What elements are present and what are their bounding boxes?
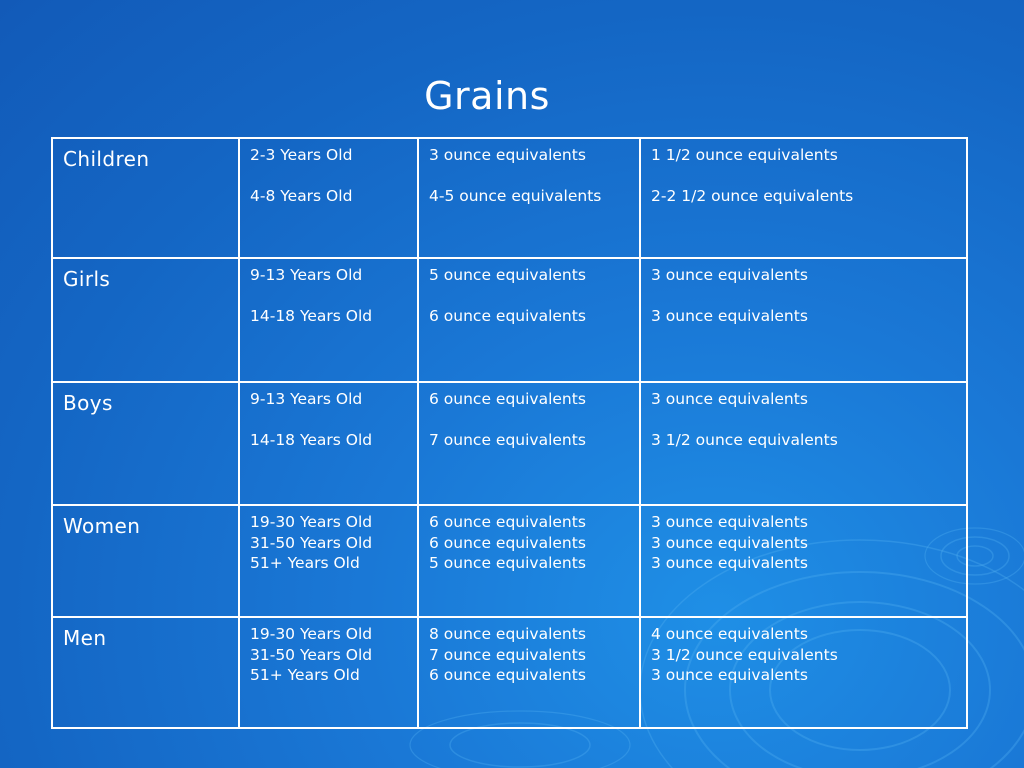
amount-value: 3 ounce equivalents (429, 146, 586, 164)
amount-value: 3 1/2 ounce equivalents (651, 645, 838, 664)
age-label: 31-50 Years Old (250, 645, 373, 664)
amount-cell (640, 617, 967, 728)
age-label: 14-18 Years Old (250, 307, 373, 325)
age-label: 31-50 Years Old (250, 533, 373, 552)
age-label: 9-13 Years Old (250, 390, 363, 408)
amount-value: 6 ounce equivalents (429, 666, 586, 684)
table-row-boys (52, 382, 967, 505)
table-row-children (52, 138, 967, 258)
amount-value: 3 ounce equivalents (651, 266, 808, 284)
table-row-girls (52, 258, 967, 382)
age-label: 51+ Years Old (250, 666, 360, 684)
amount-value: 6 ounce equivalents (429, 533, 586, 552)
amount-value: 5 ounce equivalents (429, 554, 586, 572)
amount-cell (640, 505, 967, 617)
age-label: 19-30 Years Old (250, 625, 373, 643)
group-cell (52, 382, 239, 505)
amount-cell (418, 617, 640, 728)
amount-value: 6 ounce equivalents (429, 307, 586, 325)
age-cell (239, 258, 418, 382)
age-label: 4-8 Years Old (250, 187, 353, 205)
amount-cell (418, 382, 640, 505)
amount-value: 7 ounce equivalents (429, 645, 586, 664)
amount-value: 7 ounce equivalents (429, 431, 586, 449)
amount-value: 4 ounce equivalents (651, 625, 808, 643)
amount-value: 3 ounce equivalents (651, 554, 808, 572)
age-label: 14-18 Years Old (250, 431, 373, 449)
age-label: 51+ Years Old (250, 554, 360, 572)
amount-cell (640, 138, 967, 258)
table-row-women (52, 505, 967, 617)
age-cell (239, 505, 418, 617)
table-row-men (52, 617, 967, 728)
slide-title: Grains (424, 74, 550, 118)
amount-cell (418, 138, 640, 258)
amount-cell (418, 505, 640, 617)
amount-value: 6 ounce equivalents (429, 513, 586, 531)
grains-table (51, 137, 968, 729)
age-label: 2-3 Years Old (250, 146, 353, 164)
age-label: 19-30 Years Old (250, 513, 373, 531)
group-label: Girls (63, 267, 111, 291)
amount-value: 8 ounce equivalents (429, 625, 586, 643)
amount-value: 3 ounce equivalents (651, 513, 808, 531)
amount-value: 2-2 1/2 ounce equivalents (651, 187, 854, 205)
age-cell (239, 138, 418, 258)
amount-value: 5 ounce equivalents (429, 266, 586, 284)
group-label: Men (63, 626, 107, 650)
group-cell (52, 138, 239, 258)
amount-value: 3 ounce equivalents (651, 533, 808, 552)
age-cell (239, 382, 418, 505)
amount-value: 3 1/2 ounce equivalents (651, 431, 838, 449)
group-cell (52, 258, 239, 382)
age-cell (239, 617, 418, 728)
amount-value: 3 ounce equivalents (651, 666, 808, 684)
amount-value: 3 ounce equivalents (651, 307, 808, 325)
group-label: Boys (63, 391, 113, 415)
group-cell (52, 505, 239, 617)
amount-cell (640, 258, 967, 382)
group-label: Women (63, 514, 141, 538)
amount-cell (418, 258, 640, 382)
group-cell (52, 617, 239, 728)
amount-cell (640, 382, 967, 505)
amount-value: 6 ounce equivalents (429, 390, 586, 408)
amount-value: 1 1/2 ounce equivalents (651, 146, 838, 164)
amount-value: 4-5 ounce equivalents (429, 187, 602, 205)
amount-value: 3 ounce equivalents (651, 390, 808, 408)
age-label: 9-13 Years Old (250, 266, 363, 284)
group-label: Children (63, 147, 150, 171)
